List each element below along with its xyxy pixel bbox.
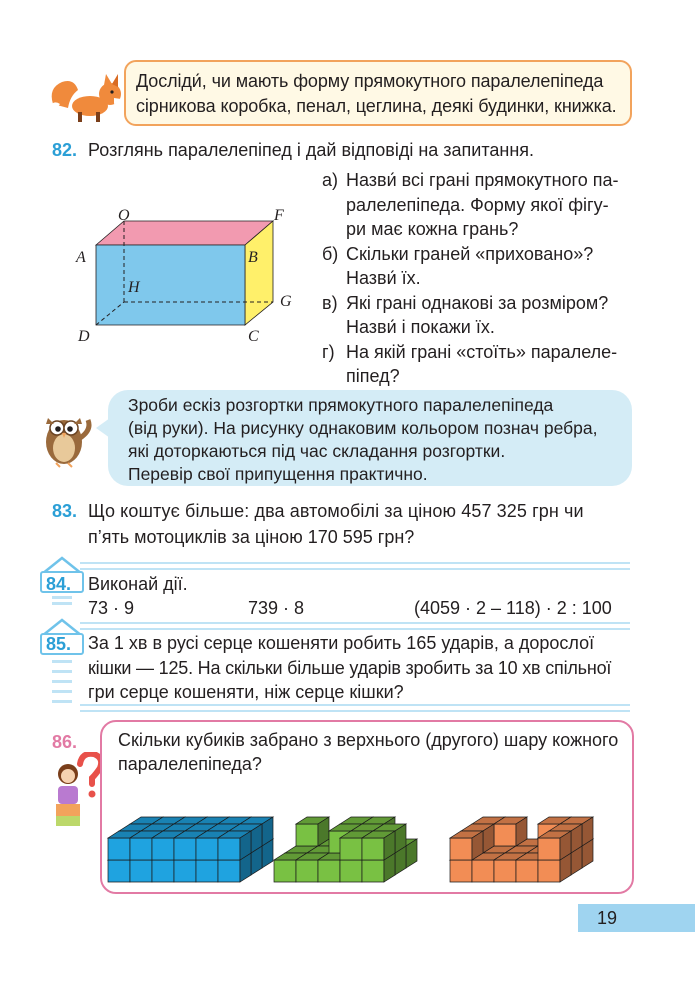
ex85-stripes-bottom — [80, 704, 630, 712]
cube-face-front — [340, 860, 362, 882]
cube-face-front — [174, 838, 196, 860]
question-d-letter: г) — [322, 341, 335, 362]
cube-face-front — [108, 860, 130, 882]
ex82-title: Розглянь паралелепіпед і дай відповіді на запитання. — [88, 140, 535, 160]
ex86-line-2: паралелепіпеда? — [118, 754, 262, 774]
cube-stack-blue — [104, 792, 280, 884]
cube-face-front — [196, 838, 218, 860]
ex86-line-1: Скільки кубиків забрано з верхнього (другого) шару кожного — [118, 730, 619, 750]
ex82-questions — [322, 168, 632, 389]
label-g: G — [280, 293, 292, 310]
ex84-title: Виконай дії. — [88, 574, 188, 594]
question-c — [322, 291, 632, 340]
owl-icon — [38, 404, 94, 468]
page-number: 19 — [597, 908, 618, 928]
ex86-question — [118, 728, 630, 776]
cube-face-front — [108, 838, 130, 860]
owl-line-4: Перевір свої припущення практично. — [128, 464, 428, 484]
intro-line-1: Досліди́, чи мають форму прямокутного паралелепіпеда — [136, 71, 604, 91]
cube-stack-green — [270, 792, 446, 884]
girl-question-icon — [50, 752, 104, 828]
question-a-letter: а) — [322, 170, 339, 190]
cube-face-front — [538, 838, 560, 860]
ex85-number: 85. — [46, 634, 72, 654]
question-d-line-2: піпед? — [346, 366, 400, 386]
cube-face-front — [218, 838, 240, 860]
cube-face-front — [340, 838, 362, 860]
parallelepiped-figure — [70, 200, 300, 350]
ex84-number: 84. — [46, 574, 72, 594]
ex84-expr-3: (4059 · 2 – 118) · 2 : 100 — [414, 598, 612, 618]
cube-face-front — [362, 838, 384, 860]
ex85-line-2: кішки — 125. На скільки більше ударів зробить за 10 хв спільної — [88, 657, 612, 678]
label-d: D — [78, 328, 90, 345]
ex85-line-3: гри серце кошеняти, ніж серце кішки? — [88, 682, 404, 702]
ex85-text — [88, 631, 632, 705]
ex82-number: 82. — [52, 140, 78, 160]
question-c-letter: в) — [322, 292, 338, 313]
cube-face-front — [152, 838, 174, 860]
cube-face-front — [516, 860, 538, 882]
label-h: H — [128, 279, 140, 296]
label-a: A — [76, 249, 86, 266]
question-a-line-1: Назви́ всі грані прямокутного па- — [346, 170, 619, 190]
ex83-line-1: Що коштує більше: два автомобілі за ціною 457 325 грн чи — [88, 501, 584, 521]
question-a-line-3: ри має кожна грань? — [346, 219, 519, 239]
ex84-expr-1: 73 · 9 — [88, 598, 135, 618]
owl-line-1: Зроби ескіз розгортки прямокутного паралелепіпеда — [128, 395, 554, 415]
question-a-line-2: ралелепіпеда. Форму якої фігу- — [346, 194, 609, 215]
page-number-tab — [578, 904, 695, 932]
cube-face-front — [296, 824, 318, 846]
intro-line-2: сірникова коробка, пенал, цеглина, деякі будинки, книжка. — [136, 96, 617, 116]
cube-face-front — [274, 860, 296, 882]
cube-stack-orange — [446, 792, 622, 884]
cube-face-front — [538, 860, 560, 882]
cube-face-front — [218, 860, 240, 882]
owl-bubble — [108, 390, 632, 486]
ex82-heading — [52, 138, 632, 162]
question-a — [322, 168, 632, 242]
question-c-line-1: Які грані однакові за розміром? — [346, 292, 609, 313]
question-b-line-1: Скільки граней «приховано»? — [346, 243, 594, 264]
label-f: F — [274, 207, 284, 224]
question-d-line-1: На якій грані «стоїть» паралеле- — [346, 341, 618, 362]
ex84-expr-2: 739 · 8 — [248, 598, 305, 618]
owl-line-3: які доторкаються під час складання розгортки. — [128, 441, 506, 461]
question-b-letter: б) — [322, 243, 339, 264]
question-d — [322, 340, 632, 389]
ex83-number: 83. — [52, 501, 78, 521]
question-c-line-2: Назви́ і покажи їх. — [346, 317, 495, 337]
label-b: B — [248, 249, 258, 266]
ex85-line-1: За 1 хв в русі серце кошеняти робить 165 ударів, а дорослої — [88, 633, 595, 653]
cube-face-front — [130, 860, 152, 882]
ex86-number: 86. — [52, 732, 78, 752]
cube-face-front — [196, 860, 218, 882]
question-b-line-2: Назви́ їх. — [346, 268, 421, 288]
cube-face-front — [296, 860, 318, 882]
cube-face-front — [130, 838, 152, 860]
cube-face-front — [494, 824, 516, 846]
cube-face-front — [450, 838, 472, 860]
fox-icon — [48, 66, 128, 126]
cube-face-front — [472, 860, 494, 882]
owl-bubble-tail — [96, 418, 110, 438]
cube-face-front — [494, 860, 516, 882]
cube-face-front — [450, 860, 472, 882]
question-b — [322, 242, 632, 291]
label-c: C — [248, 328, 259, 345]
cube-face-front — [318, 860, 340, 882]
label-o: O — [118, 207, 130, 224]
cube-face-front — [152, 860, 174, 882]
intro-bubble — [124, 60, 632, 126]
cube-face-front — [174, 860, 196, 882]
ex83-line-2: п’ять мотоциклів за ціною 170 595 грн? — [88, 527, 415, 547]
ex84-stripes — [80, 562, 630, 572]
cube-face-front — [362, 860, 384, 882]
owl-line-2: (від руки). На рисунку однаковим кольором познач ребра, — [128, 418, 598, 438]
ex83 — [52, 498, 632, 550]
